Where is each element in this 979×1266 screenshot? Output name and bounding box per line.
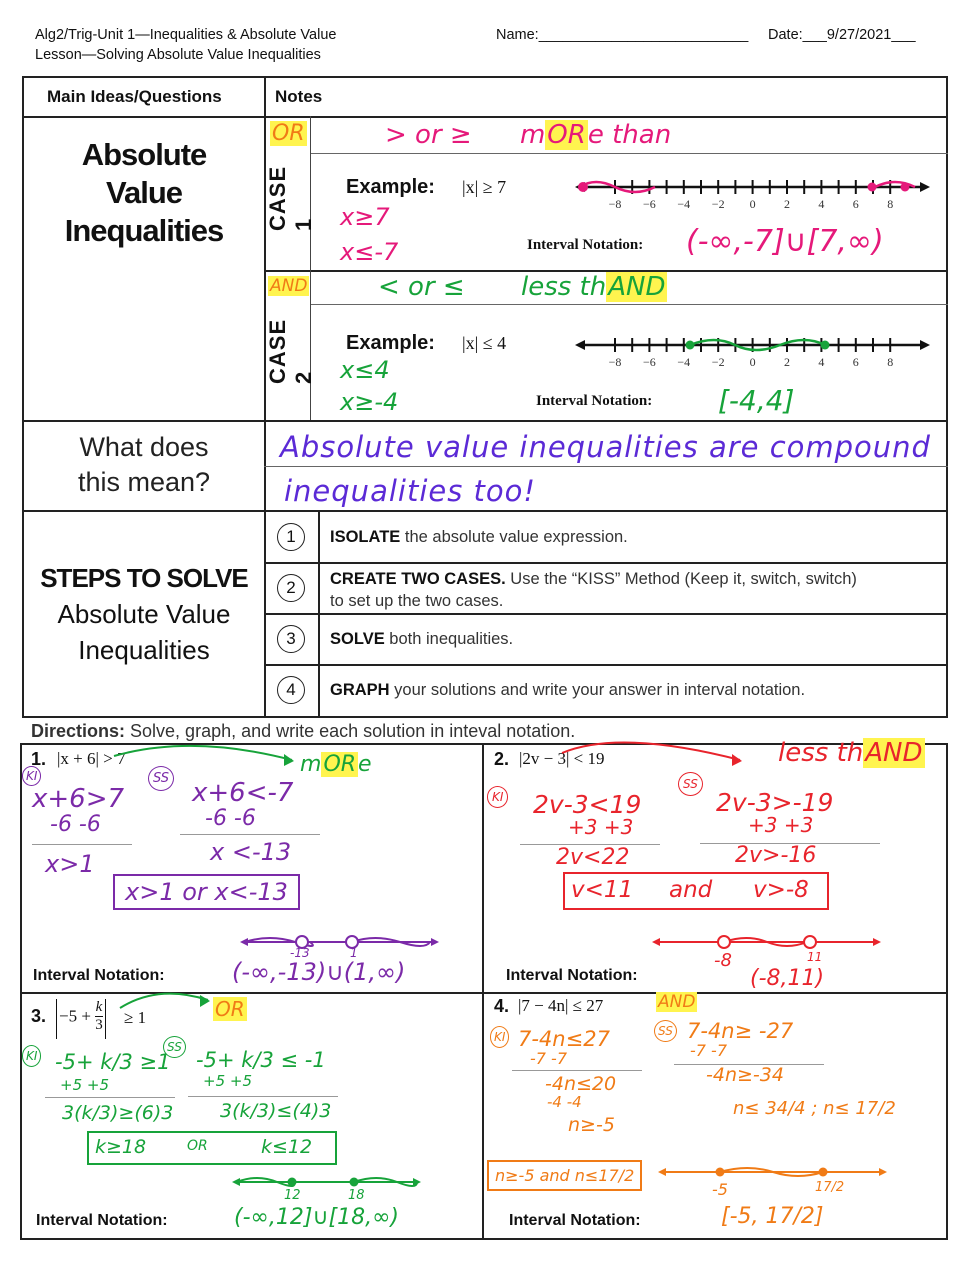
problem-2-tick-a: -8 — [714, 950, 732, 971]
problem-4-right-2: -7 -7 — [690, 1041, 727, 1060]
number-line-tick-label: 4 — [818, 355, 825, 369]
problem-3-arrow — [118, 988, 218, 1018]
problem-2-note: less thAND — [778, 738, 923, 768]
problem-4-number-line — [658, 1162, 888, 1186]
problem-2-left-1: 2v-3<19 — [533, 790, 642, 819]
problem-1-tick-b: 1 — [350, 946, 358, 960]
problem-1-ki-tag: KI — [22, 766, 41, 786]
steps-title: STEPS TO SOLVE Absolute Value Inequalities — [40, 563, 248, 665]
problem-1-right-2: -6 -6 — [205, 806, 256, 831]
number-line-tick-label: −4 — [677, 355, 691, 369]
case1-note: > or ≥ mORe than — [385, 120, 672, 150]
case2-solution-1: x≤4 — [340, 356, 390, 384]
case1-interval: (-∞,-7]∪[7,∞) — [686, 224, 884, 259]
problem-1-left-2: -6 -6 — [50, 812, 101, 837]
problem-2-tick-b: 11 — [807, 950, 823, 964]
number-line-tick-label: 0 — [749, 355, 756, 369]
problem-4-interval: [-5, 17/2] — [721, 1204, 824, 1229]
step-3-number: 3 — [277, 625, 305, 653]
case2-example-expr: |x| ≤ 4 — [462, 333, 507, 353]
problem-4-right-1: 7-4n≥ -27 — [687, 1019, 794, 1043]
problem-4-and-tag: AND — [658, 992, 696, 1012]
problem-2-right-1: 2v-3>-19 — [716, 788, 834, 817]
problem-3-right-1: -5+ k/3 ≤ -1 — [196, 1048, 326, 1072]
problem-2-interval: (-8,11) — [750, 966, 825, 991]
problem-3-tick-b: 18 — [348, 1188, 365, 1203]
problem-1-right-3: x <-13 — [210, 838, 292, 866]
number-line-tick-label: 2 — [784, 197, 790, 211]
problem-2-right-3: 2v>-16 — [735, 843, 817, 868]
problem-2-ki-tag: KI — [487, 786, 508, 808]
problem-3-right-2: +5 +5 — [203, 1072, 252, 1090]
course-title: Alg2/Trig-Unit 1—Inequalities & Absolute Value — [35, 27, 337, 43]
case2-note: < or ≤ less thAND — [378, 272, 666, 302]
meaning-answer-line2: inequalities too! — [284, 474, 537, 508]
problem-4-tick-a: -5 — [712, 1180, 728, 1199]
case2-label: CASE 2 — [265, 318, 316, 384]
problem-3-number-line — [232, 1172, 422, 1196]
problem-3-number: 3. — [31, 1006, 47, 1026]
problem-1-number: 1. — [31, 749, 47, 769]
problem-3-expr: −5 + $\frac{k}{3}$ — [56, 999, 106, 1039]
number-line-tick-label: 0 — [749, 197, 756, 211]
number-line-tick-label: 8 — [887, 197, 894, 211]
case1-example-expr: |x| ≥ 7 — [462, 177, 507, 197]
problem-1-ss-tag: SS — [148, 766, 174, 791]
problem-3-left-3: 3(k/3)≥(6)3 — [62, 1102, 174, 1124]
problem-1-left-3: x>1 — [45, 850, 95, 878]
problem-1-left-1: x+6>7 — [32, 784, 125, 814]
problem-2-right-2: +3 +3 — [748, 813, 814, 837]
problem-2-boxed-answer: v<11 and v>-8 — [563, 872, 829, 910]
problem-4-expr: |7 − 4n| ≤ 27 — [518, 996, 604, 1015]
number-line-tick-label: −6 — [643, 197, 656, 211]
step-4-text: GRAPH your solutions and write your answer in interval notation. — [330, 681, 806, 699]
problem-3-interval-label: Interval Notation: — [36, 1212, 168, 1229]
problem-1-expr: |x + 6| > 7 — [57, 749, 126, 768]
lesson-title: Lesson—Solving Absolute Value Inequalities — [35, 47, 321, 63]
case1-interval-label: Interval Notation: — [527, 237, 644, 253]
problem-4-number: 4. — [494, 996, 510, 1016]
problem-3-note: OR — [215, 997, 245, 1021]
step-3-text: SOLVE both inequalities. — [330, 630, 514, 648]
step-4-number: 4 — [277, 676, 305, 704]
problem-4-right-4: n≤ 34/4 ; n≤ 17/2 — [733, 1098, 896, 1119]
case2-interval: [-4,4] — [718, 384, 795, 417]
problem-4-tick-b: 17/2 — [815, 1180, 845, 1195]
case1-example-label: Example: — [346, 176, 435, 198]
problem-3-boxed-answer: k≥18 OR k≤12 — [87, 1131, 337, 1165]
case2-and-tag: AND — [270, 276, 308, 296]
problem-3-tick-a: 12 — [284, 1188, 301, 1203]
number-line-tick-label: 8 — [887, 355, 894, 369]
problem-4-left-2: -7 -7 — [530, 1049, 567, 1068]
problem-1-interval: (-∞,-13)∪(1,∞) — [232, 958, 406, 986]
problem-3-ss-tag: SS — [163, 1036, 186, 1058]
problem-4-ss-tag: SS — [654, 1020, 677, 1042]
case2-solution-2: x≥-4 — [340, 388, 399, 416]
problem-1-arrow — [112, 738, 312, 778]
number-line-tick-label: −8 — [608, 197, 622, 211]
directions: Directions: Solve, graph, and write each solution in inteval notation. — [31, 721, 576, 741]
number-line-tick-label: −4 — [677, 197, 691, 211]
problem-1-tick-a: -13 — [290, 946, 310, 960]
column-header-notes: Notes — [275, 87, 323, 106]
case2-interval-label: Interval Notation: — [536, 393, 653, 409]
problem-4-boxed-answer: n≥-5 and n≤17/2 — [487, 1160, 642, 1191]
problem-3-left-2: +5 +5 — [60, 1076, 109, 1094]
case1-solution-1: x≥7 — [340, 203, 390, 231]
problem-2-left-3: 2v<22 — [556, 845, 630, 870]
case1-or-tag: OR — [272, 121, 305, 146]
number-line-tick-label: −2 — [711, 197, 725, 211]
number-line-tick-label: 6 — [852, 355, 859, 369]
meaning-question: What does this mean? — [77, 432, 211, 497]
step-1-text: ISOLATE the absolute value expression. — [330, 528, 628, 546]
problem-1-right-1: x+6<-7 — [192, 778, 294, 808]
problem-1-interval-label: Interval Notation: — [33, 967, 165, 984]
problem-2-expr: |2v − 3| < 19 — [519, 749, 605, 768]
number-line-tick-label: −6 — [643, 355, 656, 369]
problem-3-ki-tag: KI — [22, 1045, 41, 1067]
case2-number-line — [575, 330, 930, 370]
problem-3-interval: (-∞,12]∪[18,∞) — [234, 1205, 399, 1230]
step-1-number: 1 — [277, 523, 305, 551]
main-idea-title: Absolute Value Inequalities — [64, 137, 224, 248]
problem-2-number-line — [652, 930, 882, 960]
case2-example-label: Example: — [346, 332, 435, 354]
problem-1-boxed-answer: x>1 or x<-13 — [113, 874, 300, 910]
problem-2-left-2: +3 +3 — [568, 815, 634, 839]
problem-4-left-3: -4n≤20 — [545, 1073, 617, 1095]
step-2-number: 2 — [277, 574, 305, 602]
column-header-main-ideas: Main Ideas/Questions — [47, 87, 222, 106]
number-line-tick-label: 2 — [784, 355, 790, 369]
problem-3-right-3: 3(k/3)≤(4)3 — [220, 1100, 332, 1122]
case1-solution-2: x≤-7 — [340, 238, 399, 266]
number-line-tick-label: 6 — [852, 197, 859, 211]
case1-label: CASE 1 — [265, 165, 316, 231]
number-line-tick-label: −2 — [711, 355, 725, 369]
name-field: Name:__________________________ — [496, 27, 749, 43]
case1-number-line — [575, 172, 930, 212]
problem-2-interval-label: Interval Notation: — [506, 967, 638, 984]
problem-4-left-4: -4 -4 — [547, 1093, 582, 1111]
problem-3-expr-rhs: ≥ 1 — [124, 1008, 147, 1027]
meaning-answer-line1: Absolute value inequalities are compound — [280, 430, 931, 464]
problem-4-right-3: -4n≥-34 — [706, 1064, 784, 1086]
problem-4-left-1: 7-4n≤27 — [518, 1027, 610, 1051]
problem-4-interval-label: Interval Notation: — [509, 1212, 641, 1229]
problem-1-number-line — [240, 930, 440, 960]
problem-2-ss-tag: SS — [678, 772, 703, 796]
problem-4-left-5: n≥-5 — [568, 1114, 615, 1136]
problem-3-left-1: -5+ k/3 ≥1 — [55, 1050, 171, 1074]
problem-2-arrow — [560, 735, 760, 775]
number-line-tick-label: 4 — [818, 197, 825, 211]
problem-2-number: 2. — [494, 749, 510, 769]
problem-1-note: mORe — [300, 752, 372, 777]
problem-4-ki-tag: KI — [490, 1026, 509, 1048]
number-line-tick-label: −8 — [608, 355, 622, 369]
step-2-text: CREATE TWO CASES. Use the “KISS” Method (Keep it, switch, switch) to set up the two cases. — [330, 570, 857, 610]
date-field: Date:___9/27/2021___ — [768, 27, 916, 43]
